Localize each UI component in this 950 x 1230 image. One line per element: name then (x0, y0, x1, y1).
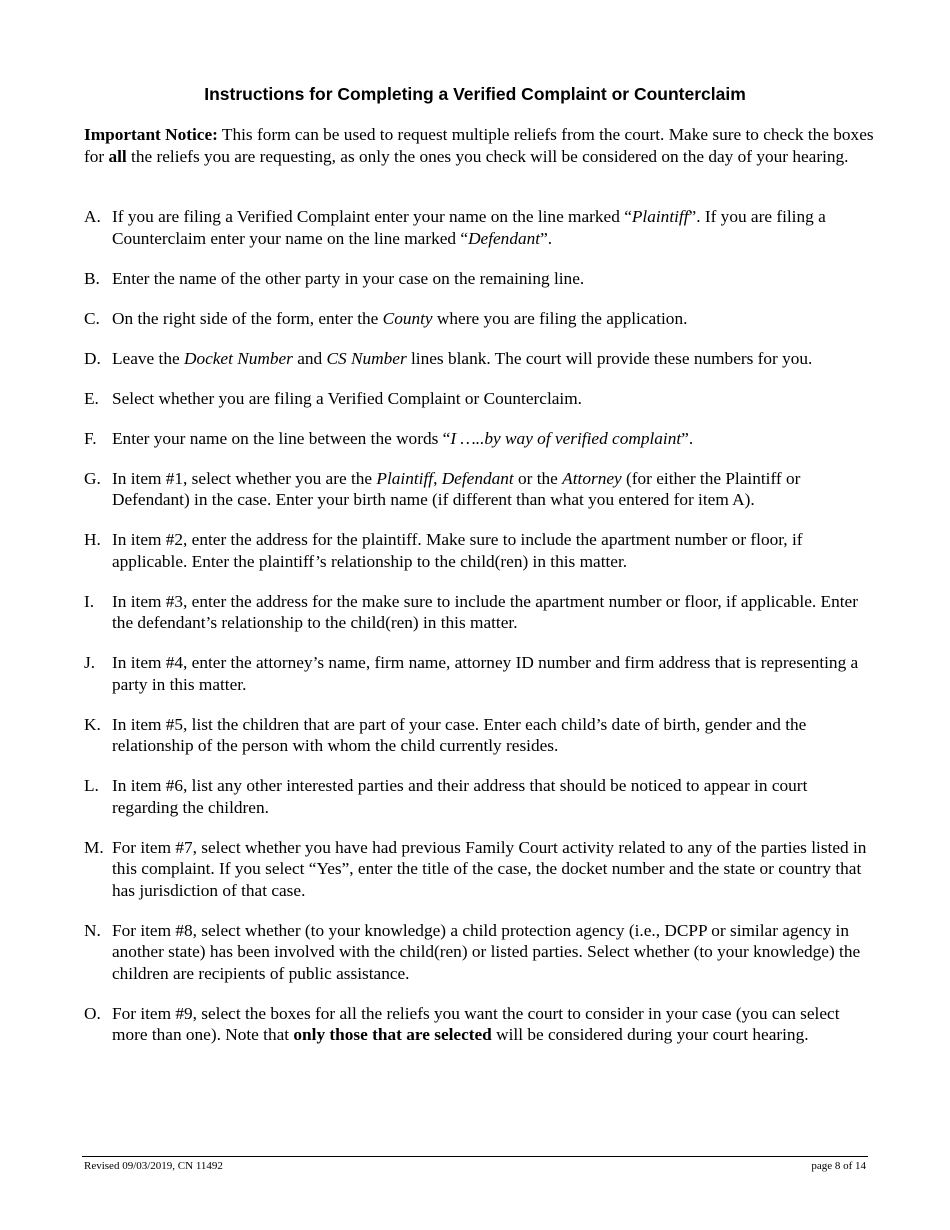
item-italic: Defendant (441, 468, 514, 488)
item-text: will be considered during your court hearing. (491, 1025, 809, 1044)
instruction-item-a (84, 206, 874, 249)
item-text: or the (513, 468, 563, 488)
item-italic: CS Number (326, 348, 407, 368)
notice-bold: all (108, 146, 127, 166)
item-italic: Docket Number (183, 348, 293, 368)
item-letter: H. (84, 530, 101, 549)
item-text: where you are filing the application. (432, 308, 688, 328)
instruction-item-j (84, 652, 874, 695)
item-text: ”. (681, 428, 694, 448)
footer-divider (82, 1156, 868, 1157)
item-letter: K. (84, 714, 101, 734)
item-text: In item #3, enter the address for the make sure to include the apartment number or floor, if applicable. Enter the defendant’s relationship to the child(ren) in this matter. (112, 591, 858, 632)
instruction-item-d (84, 348, 874, 370)
instruction-item-g (84, 468, 874, 511)
item-text: For item #9, select the boxes for all the reliefs you want the court to consider in your case (you can select more than one). Note that (112, 1003, 840, 1044)
item-text: Leave the (112, 348, 184, 368)
notice-text-2: the reliefs you are requesting, as only the ones you check will be considered on the day of your hearing. (126, 146, 849, 166)
item-text: and (292, 348, 327, 368)
item-italic: Plaintiff (631, 207, 689, 226)
item-text: , (433, 468, 442, 488)
item-text: (for either the Plaintiff or Defendant) in the case. Enter your birth name (if different than what you entered for item A). (112, 468, 801, 509)
item-italic: Plaintiff (376, 468, 434, 488)
instruction-item-l (84, 775, 874, 818)
item-italic: Attorney (562, 468, 622, 488)
instruction-item-f (84, 428, 874, 450)
item-text: Enter the name of the other party in your case on the remaining line. (112, 268, 585, 288)
item-text: For item #8, select whether (to your knowledge) a child protection agency (i.e., DCPP or similar agency in another state) has been involved with the child(ren) or listed parties. Select whether (to your knowledge) the children are recipients of public assistance. (112, 920, 861, 983)
item-letter: G. (84, 468, 101, 488)
instruction-item-h (84, 529, 874, 572)
item-letter: F. (84, 428, 97, 448)
item-letter: L. (84, 776, 99, 795)
item-letter: C. (84, 308, 100, 328)
instruction-item-n (84, 920, 874, 985)
item-text: ”. (540, 228, 553, 248)
item-italic: Defendant (468, 228, 541, 248)
item-letter: A. (84, 207, 101, 226)
item-italic: County (382, 308, 433, 328)
item-letter: I. (84, 591, 95, 611)
item-text: In item #6, list any other interested parties and their address that should be noticed to appear in court regarding the children. (112, 776, 808, 817)
instruction-item-b (84, 268, 874, 290)
notice-text-1: This form can be used to request multiple reliefs from the court. Make sure to check the boxes for (84, 125, 874, 166)
item-text: lines blank. The court will provide these numbers for you. (406, 348, 813, 368)
item-text: ”. If you are filing a Counterclaim enter your name on the line marked “ (112, 207, 826, 248)
important-notice (84, 124, 874, 167)
instruction-item-m (84, 837, 874, 902)
item-letter: N. (84, 920, 101, 940)
item-letter: M. (84, 837, 104, 857)
item-bold: only those that are selected (293, 1025, 492, 1044)
item-text: Enter your name on the line between the words “ (112, 428, 451, 448)
page-title: Instructions for Completing a Verified Complaint or Counterclaim (204, 84, 746, 104)
notice-label: Important Notice: (84, 125, 218, 144)
item-italic: I …..by way of verified complaint (450, 428, 682, 448)
instruction-list (84, 206, 874, 1064)
item-text: Select whether you are filing a Verified Complaint or Counterclaim. (112, 388, 582, 408)
item-text: On the right side of the form, enter the (112, 308, 383, 328)
item-text: For item #7, select whether you have had previous Family Court activity related to any of the parties listed in this complaint. If you select “Yes”, enter the title of the case, the docket number and the state or country that has jurisdiction of that case. (112, 837, 867, 900)
item-letter: D. (84, 348, 101, 368)
item-text: In item #2, enter the address for the plaintiff. Make sure to include the apartment number or floor, if applicable. Enter the plaintiff’s relationship to the child(ren) in this matter. (112, 530, 803, 571)
instruction-item-k (84, 714, 874, 757)
instruction-item-i (84, 591, 874, 634)
instruction-item-e (84, 388, 874, 410)
item-text: In item #5, list the children that are part of your case. Enter each child’s date of birth, gender and the relationship of the person with whom the child currently resides. (112, 714, 807, 755)
item-text: In item #4, enter the attorney’s name, firm name, attorney ID number and firm address that is representing a party in this matter. (112, 653, 859, 694)
footer-page-number: page 8 of 14 (811, 1160, 866, 1172)
item-text: In item #1, select whether you are the (112, 468, 377, 488)
item-text: If you are filing a Verified Complaint enter your name on the line marked “ (112, 207, 632, 226)
item-letter: E. (84, 388, 99, 408)
item-letter: O. (84, 1003, 101, 1023)
instruction-item-o (84, 1003, 874, 1046)
instruction-item-c (84, 308, 874, 330)
footer-revision: Revised 09/03/2019, CN 11492 (84, 1160, 223, 1172)
item-letter: J. (84, 653, 96, 672)
item-letter: B. (84, 268, 100, 288)
